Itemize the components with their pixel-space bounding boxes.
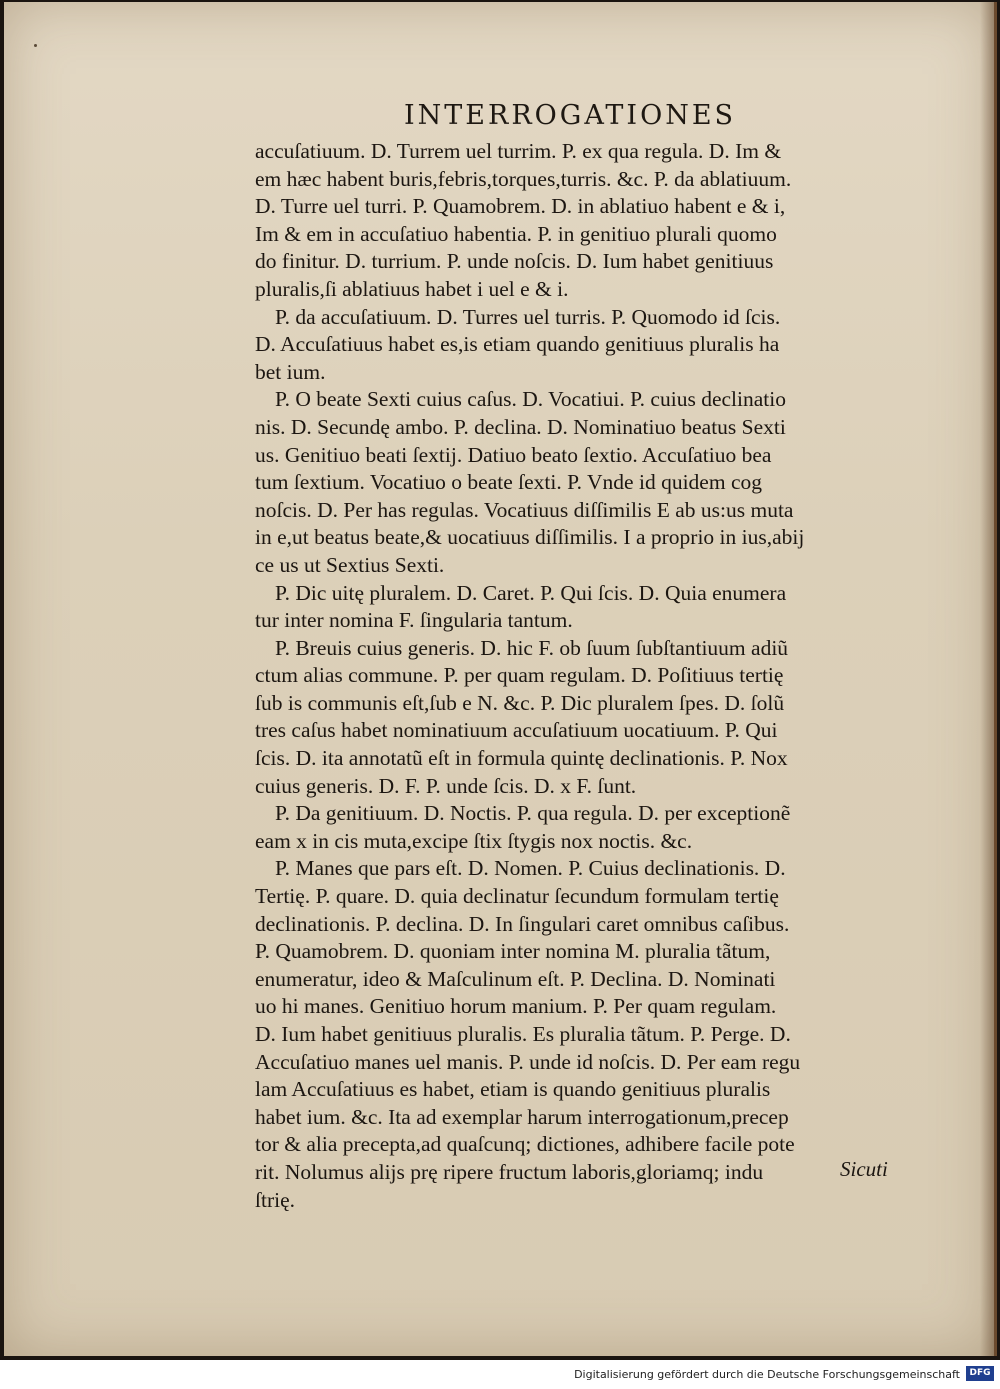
book-page xyxy=(4,2,997,1356)
text-line: P. Breuis cuius generis. D. hic F. ob ſuum ſubſtantiuum adiũ xyxy=(275,635,789,660)
text-line: bet ium. xyxy=(255,359,326,384)
text-line: P. Quamobrem. D. quoniam inter nomina M. pluralia tãtum, xyxy=(255,939,771,964)
running-header: INTERROGATIONES xyxy=(404,100,737,131)
text-line: Tertię. P. quare. D. quia declinatur ſecundum formulam tertię xyxy=(255,884,779,909)
text-line: D. Turre uel turri. P. Quamobrem. D. in ablatiuo habent e & i, xyxy=(255,194,786,219)
footer-bar xyxy=(0,1360,1000,1389)
text-line: declinationis. P. declina. D. In ſingulari caret omnibus caſibus. xyxy=(255,911,790,936)
text-line: P. da accuſatiuum. D. Turres uel turris. P. Quomodo id ſcis. xyxy=(275,304,781,329)
text-line: P. Dic uitę pluralem. D. Caret. P. Qui ſcis. D. Quia enumera xyxy=(275,580,787,605)
text-line: ſub is communis eſt,ſub e N. &c. P. Dic pluralem ſpes. D. ſolũ xyxy=(255,690,785,715)
text-line: pluralis,ſi ablatiuus habet i uel e & i. xyxy=(255,276,569,301)
text-line: Accuſatiuo manes uel manis. P. unde id noſcis. D. Per eam regu xyxy=(255,1049,801,1074)
text-line: tur inter nomina F. ſingularia tantum. xyxy=(255,608,573,633)
text-line: habet ium. &c. Ita ad exemplar harum interrogationum,precep xyxy=(255,1104,789,1129)
text-line: P. Da genitiuum. D. Noctis. P. qua regula. D. per exceptionẽ xyxy=(275,801,791,826)
text-line: tum ſextium. Vocatiuo o beate ſexti. P. Vnde id quidem cog xyxy=(255,470,762,495)
body-text xyxy=(255,138,915,1214)
text-line: ſtrię. xyxy=(255,1187,295,1212)
text-line: Im & em in accuſatiuo habentia. P. in genitiuo plurali quomo xyxy=(255,221,777,246)
text-line: in e,ut beatus beate,& uocatiuus diſſimilis. I a proprio in ius,abij xyxy=(255,525,805,550)
text-line: nis. D. Secundę ambo. P. declina. D. Nominatiuo beatus Sexti xyxy=(255,414,786,439)
text-line: us. Genitiuo beati ſextij. Datiuo beato ſextio. Accuſatiuo bea xyxy=(255,442,772,467)
text-line: eam x in cis muta,excipe ſtix ſtygis nox noctis. &c. xyxy=(255,828,693,853)
text-line: ce us ut Sextius Sexti. xyxy=(255,552,445,577)
dfg-logo: DFG xyxy=(966,1366,994,1381)
text-line: do finitur. D. turrium. P. unde noſcis. D. Ium habet genitiuus xyxy=(255,249,774,274)
text-line: lam Accuſatiuus es habet, etiam is quando genitiuus pluralis xyxy=(255,1077,771,1102)
footer-credit: Digitalisierung gefördert durch die Deutsche Forschungsgemeinschaft xyxy=(574,1368,960,1381)
text-line: ſcis. D. ita annotatũ eſt in formula quintę declinationis. P. Nox xyxy=(255,746,788,771)
text-line: uo hi manes. Genitiuo horum manium. P. Per quam regulam. xyxy=(255,994,777,1019)
text-line: rit. Nolumus alijs prę ripere fructum laboris,gloriamq; indu xyxy=(255,1159,764,1184)
text-line: P. Manes que pars eſt. D. Nomen. P. Cuius declinationis. D. xyxy=(275,856,786,881)
text-line: P. O beate Sexti cuius caſus. D. Vocatiui. P. cuius declinatio xyxy=(275,387,786,412)
text-line: ctum alias commune. P. per quam regulam. D. Poſitiuus tertię xyxy=(255,663,784,688)
text-line: tres caſus habet nominatiuum accuſatiuum uocatiuum. P. Qui xyxy=(255,718,778,743)
text-line: cuius generis. D. F. P. unde ſcis. D. x F. ſunt. xyxy=(255,773,637,798)
text-line: D. Accuſatiuus habet es,is etiam quando genitiuus pluralis ha xyxy=(255,332,780,357)
text-line: em hæc habent buris,febris,torques,turris. &c. P. da ablatiuum. xyxy=(255,166,792,191)
ink-speck xyxy=(34,44,37,47)
text-line: enumeratur, ideo & Maſculinum eſt. P. Declina. D. Nominati xyxy=(255,966,776,991)
text-line: accuſatiuum. D. Turrem uel turrim. P. ex qua regula. D. Im & xyxy=(255,139,782,163)
text-line: tor & alia precepta,ad quaſcunq; dictiones, adhibere facile pote xyxy=(255,1132,795,1157)
text-line: noſcis. D. Per has regulas. Vocatiuus diſſimilis E ab us:us muta xyxy=(255,497,794,522)
catchword: Sicuti xyxy=(840,1157,888,1181)
text-line: D. Ium habet genitiuus pluralis. Es pluralia tãtum. P. Perge. D. xyxy=(255,1022,791,1046)
